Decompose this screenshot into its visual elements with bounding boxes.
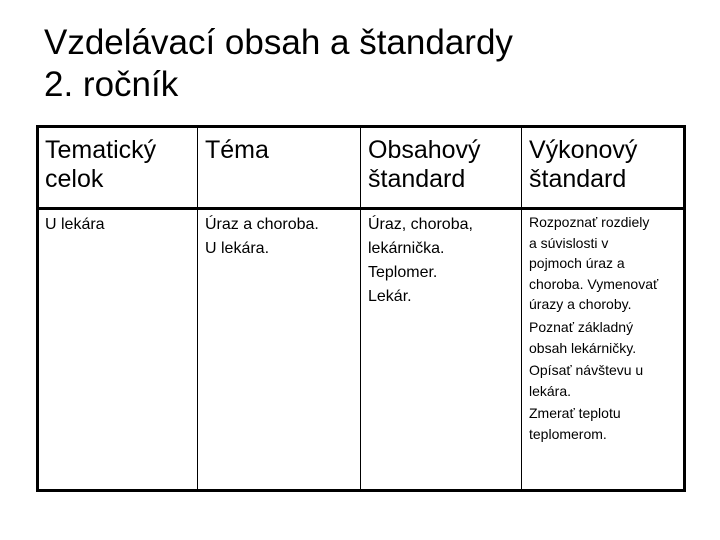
header-vykonovy-standard: Výkonový štandard <box>529 136 638 193</box>
column-divider <box>360 128 361 489</box>
slide-title-line-1: Vzdelávací obsah a štandardy <box>44 23 513 62</box>
cell-obsahovy-standard: Úraz, choroba, lekárnička. Teplomer. Lekár. <box>368 216 473 305</box>
header-tematicky-celok: Tematický celok <box>45 136 157 193</box>
cell-tema: Úraz a choroba. U lekára. <box>205 216 319 257</box>
cell-vykonovy-standard: Rozpoznať rozdiely a súvislosti v pojmoch úraz a choroba. Vymenovať úrazy a choroby. Poznať základný obsah lekárničky. Opísať návštevu u lekára. Zmerať teplotu teplomerom. <box>529 214 659 442</box>
column-divider <box>197 128 198 489</box>
cell-tematicky-celok: U lekára <box>45 216 105 233</box>
header-obsahovy-standard: Obsahový štandard <box>368 136 481 193</box>
standards-table <box>36 125 686 492</box>
column-divider <box>521 128 522 489</box>
slide-title-line-2: 2. ročník <box>44 65 179 104</box>
header-divider <box>39 207 683 210</box>
slide-title <box>44 22 684 106</box>
header-tema: Téma <box>205 136 269 164</box>
